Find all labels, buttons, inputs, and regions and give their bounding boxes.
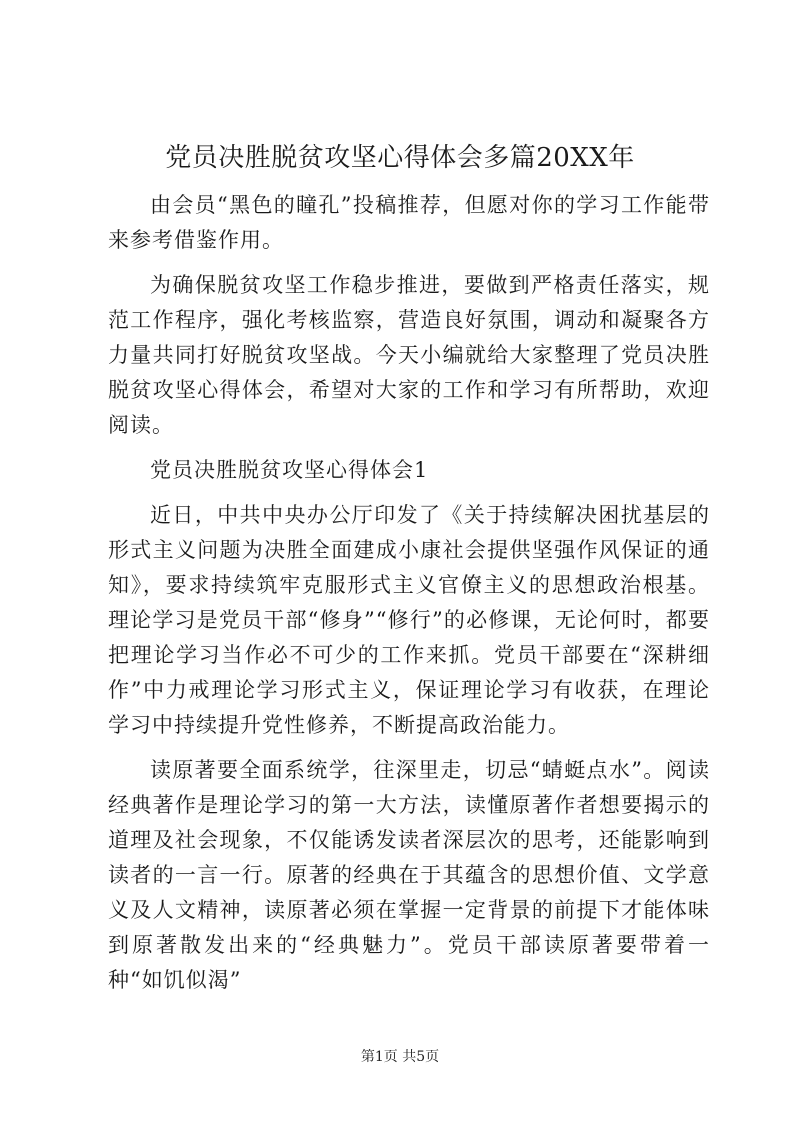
summary-paragraph: 为确保脱贫攻坚工作稳步推进，要做到严格责任落实，规范工作程序，强化考核监察，营造良好氛围，调动和凝聚各方力量共同打好脱贫攻坚战。今天小编就给大家整理了党员决胜脱贫攻坚心得体会，希望对大家的工作和学习有所帮助，欢迎阅读。 xyxy=(108,273,710,437)
intro-paragraph: 由会员“黑色的瞳孔”投稿推荐，但愿对你的学习工作能带来参考借鉴作用。 xyxy=(108,193,710,252)
body-paragraph: 读原著要全面系统学，往深里走，切忌“蜻蜓点水”。阅读经典著作是理论学习的第一大方法，读懂原著作者想要揭示的道理及社会现象，不仅能诱发读者深层次的思考，还能影响到读者的一言一行。原著的经典在于其蕴含的思想价值、文学意义及人文精神，读原著必须在掌握一定背景的前提下才能体味到原著散发出来的“经典魅力”。党员干部读原著要带着一种“如饥似渴” xyxy=(108,758,710,992)
section-heading: 党员决胜脱贫攻坚心得体会1 xyxy=(150,458,429,482)
page-footer: 第1页 共5页 xyxy=(360,1049,440,1065)
body-paragraph: 近日，中共中央办公厅印发了《关于持续解决困扰基层的形式主义问题为决胜全面建成小康社会提供坚强作风保证的通知》，要求持续筑牢克服形式主义官僚主义的思想政治根基。理论学习是党员干部“修身”“修行”的必修课，无论何时，都要把理论学习当作必不可少的工作来抓。党员干部要在“深耕细作”中力戒理论学习形式主义，保证理论学习有收获，在理论学习中持续提升党性修养，不断提高政治能力。 xyxy=(108,503,710,737)
document-body xyxy=(108,188,710,1008)
document-title: 党员决胜脱贫攻坚心得体会多篇20XX年 xyxy=(165,143,635,173)
